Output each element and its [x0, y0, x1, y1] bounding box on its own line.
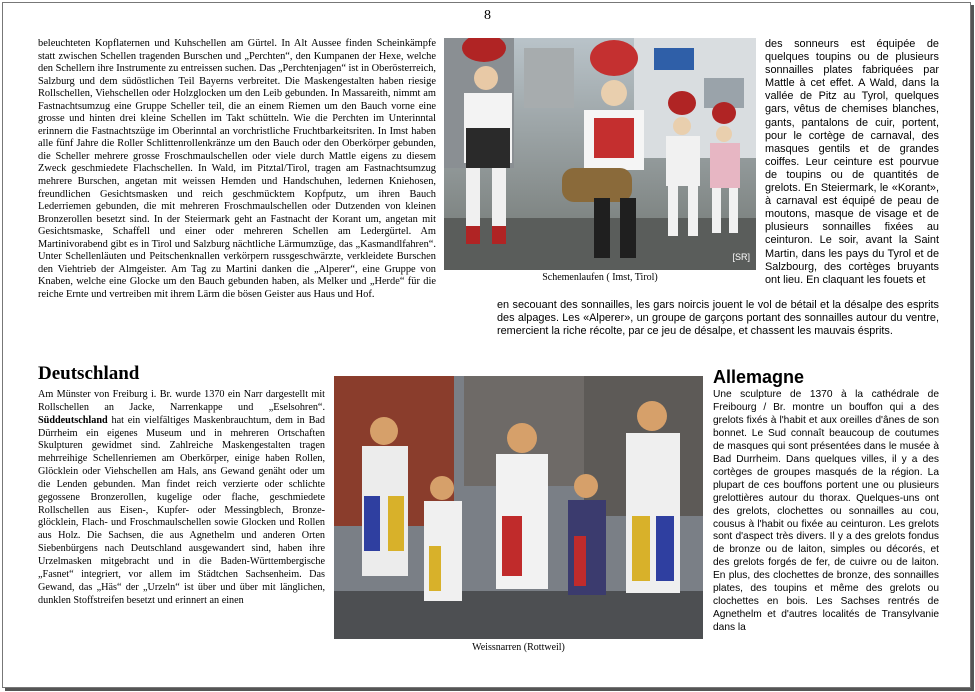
french-paragraph-top: des sonneurs est équipée de quelques toupins ou de plusieurs sonnailles plates fabriquées par Mattle à cet effet. A Wald, dans la vallée de Pitz au Tyrol, quelques gars, vêtus de chemises blanches, gants, pantalons de cuir, portent, pour le cortège de carnaval, des masques gentils et de grandes coiffes. Leur ceinture est pourvue de toupins ou de quantités de grelots. En Steiermark, le «Korant», à carnaval est équipé de peau de moutons, masque de visage et de plusieurs sonnailles fixées au ceinturon. Le soir, avant la Saint Martin, dans les pays du Tyrol et de Salzbourg, des cortèges bruyants ont lieu. En claquant les fouets et — [765, 38, 939, 286]
photo-credit: [SR] — [732, 252, 750, 262]
german-text-part-1: Am Münster von Freiburg i. Br. wurde 1370 ein Narr dargestellt mit Rollschellen an Jacke, Narrenkappe und „Eselsohren“. — [38, 389, 325, 413]
french-text-top-wide — [497, 299, 939, 341]
french-text-bottom — [713, 389, 939, 657]
weissnarren-photo-image — [334, 376, 703, 639]
german-text-bottom — [38, 389, 325, 659]
photo-weissnarren — [334, 376, 703, 639]
photo-caption-weissnarren: Weissnarren (Rottweil) — [472, 642, 565, 653]
page-number: 8 — [484, 8, 491, 23]
french-paragraph-top-continued: en secouant des sonnailles, les gars noircis jouent le vol de bétail et la désalpe des esprits des alpages. Les «Alperer», un groupe de garçons portant des sonnailles autour du ventre, remercient la riche récolte, par ce jeu de désalpe, et chassent les mauvais ésprits. — [497, 299, 939, 338]
french-text-top-column — [765, 38, 939, 300]
german-text-part-2: hat ein vielfältiges Maskenbrauchtum, dem in Bad Dürrheim ein eigenes Museum und in mehreren Ortschaften Skulpturen gewidmet sind. Zahlreiche Maskengestalten tragen mehrreihige Schellenriemen am Oberkörper, einige haben Rollen, Glöcklein oder Viehschellen am Hals, ans Gewand genäht oder um die Lenden gebunden. Man findet reich verzierte oder schlichte gegossene Bronzerollen, kugelige oder flache, geschmiedete Rollschellen aus Eisen-, Kupfer- oder Messingblech, Bronze-glöcklein, Flach- und Froschmaulschellen sowie Glocken und Rollen aus Holz. Die Sachsen, die aus Agnethelm und anderen Orten Siebenbürgens nach Deutschland ausgewandert sind, haben ihre Urzelmasken mitgebracht und in die Baden-Württembergische „Fasnet“ integriert, vor allem im Städtchen Sachsenheim. Das Gewand, das „Häs“ der „Urzeln“ ist über und über mit länglichen, dunklen Stoffstreifen besetzt und erinnert an einen — [38, 414, 325, 606]
french-paragraph-bottom: Une sculpture de 1370 à la cathédrale de Freibourg / Br. montre un bouffon qui a des grelots fixés à l'habit et aux oreilles d'ânes de son bonnet. Le Sud connaît beaucoup de coutumes de masques qui sont présentées dans le musée à Bad Durrheim. Dans quelques villes, il y a des cortèges de groupes masqués de la région. La plupart de ces bouffons portent une ou plusieurs grelottières autour du thorax. Quelques-uns ont des grelots, clochettes ou sonnailles au cou, cousus à l'habit ou fixée au ceinturon. Les grelots sont d'aspect très divers. Il y a des grelots fondus de bronze ou de laiton, simples ou décorés, et des grelots forgés de fer, de cuivre ou de laiton. En plus, des clochettes de bronze, des sonnailles plates, des toupins et même des grelots ou clochettes en bois. Les Sachses rentrés de Agnethelm et d'autres localités de Transylvanie dans la — [713, 389, 939, 634]
photo-caption-schemenlaufen: Schemenlaufen ( Imst, Tirol) — [542, 272, 658, 283]
german-paragraph-top: beleuchteten Kopflaternen und Kuhschellen am Gürtel. In Alt Aussee finden Scheinkämpfe statt zwischen Schellen tragenden Burschen und „Perchten“, den Kumpanen der Hexe, welche den Schellern ihre Instrumente zu entreissen suchen. Das „Perchtenjagen“ ist in Oberösterreich, Salzburg und dem südöstlichen Teil Bayerns verbreitet. Die Maskengestalten haben riesige Rollschellen, Viehschellen oder Holzglocken um den Leib gebunden. In Massareith, nimmt am Fastnachtsumzug eine Gruppe Scheller teil, die an einem Riemen um den Bauch vorne eine grosse und hinten drei kleine Schellen im Takt schütteln. Wie die Perchten im Unterinntal erinnern die Fastnachtszüge im Oberinntal an vorchristliche Fruchtbarkeitsriten. In Imst haben alle fünf Jahre die Roller Schlittenrollenkränze um den Bauch oder den Oberkörper gebunden, die Scheller mehrere grosse Froschmaulschellen oder viele durch Mattle eigens zu diesem Zweck geschmiedete Flachschellen. In Wald, im Pitztal/Tirol, tragen am Fastnachtsumzug mehrere Burschen, angetan mit weissen Hemden und Handschuhen, ledernen Kniehosen, freundlichen Gesichtsmasken und reich geschmücktem Kopfputz, um ihren Bauch Lederriemen gebunden, die mit mehreren Froschmaulschellen oder Dutzenden von kleinen Bronzerollen besetzt sind. In der Steiermark geht an Fastnacht der Korant um, angetan mit Gesichtsmaske, Schaffell und einer oder mehreren Schellen am Ledergürtel. Am Martinivorabend gibt es in Tirol und Salzburg nächtliche Lärmumzüge, das „Kasmandlfahren“. Unter Schellenläuten und Peitschenknallen verkörpern russgeschwärzte, verkleidete Burschen den Viehtrieb der Almgeister. Am Tag zu Martini danken die „Alperer“, eine Gruppe von Knaben, welche eine Glocke um den Bauch gebunden haben, als Melker und „Herde“ für die reiche Ernte und vertreiben mit ihrem Lärm die bösen Geister aus Haus und Hof. — [38, 38, 436, 300]
heading-deutschland: Deutschland — [38, 363, 140, 384]
photo-schemenlaufen — [444, 38, 756, 270]
german-paragraph-bottom — [38, 389, 325, 607]
german-text-top — [38, 38, 436, 340]
german-text-bold: Süddeutschland — [38, 414, 108, 426]
schemenlaufen-photo-image — [444, 38, 756, 270]
heading-allemagne: Allemagne — [713, 367, 805, 387]
